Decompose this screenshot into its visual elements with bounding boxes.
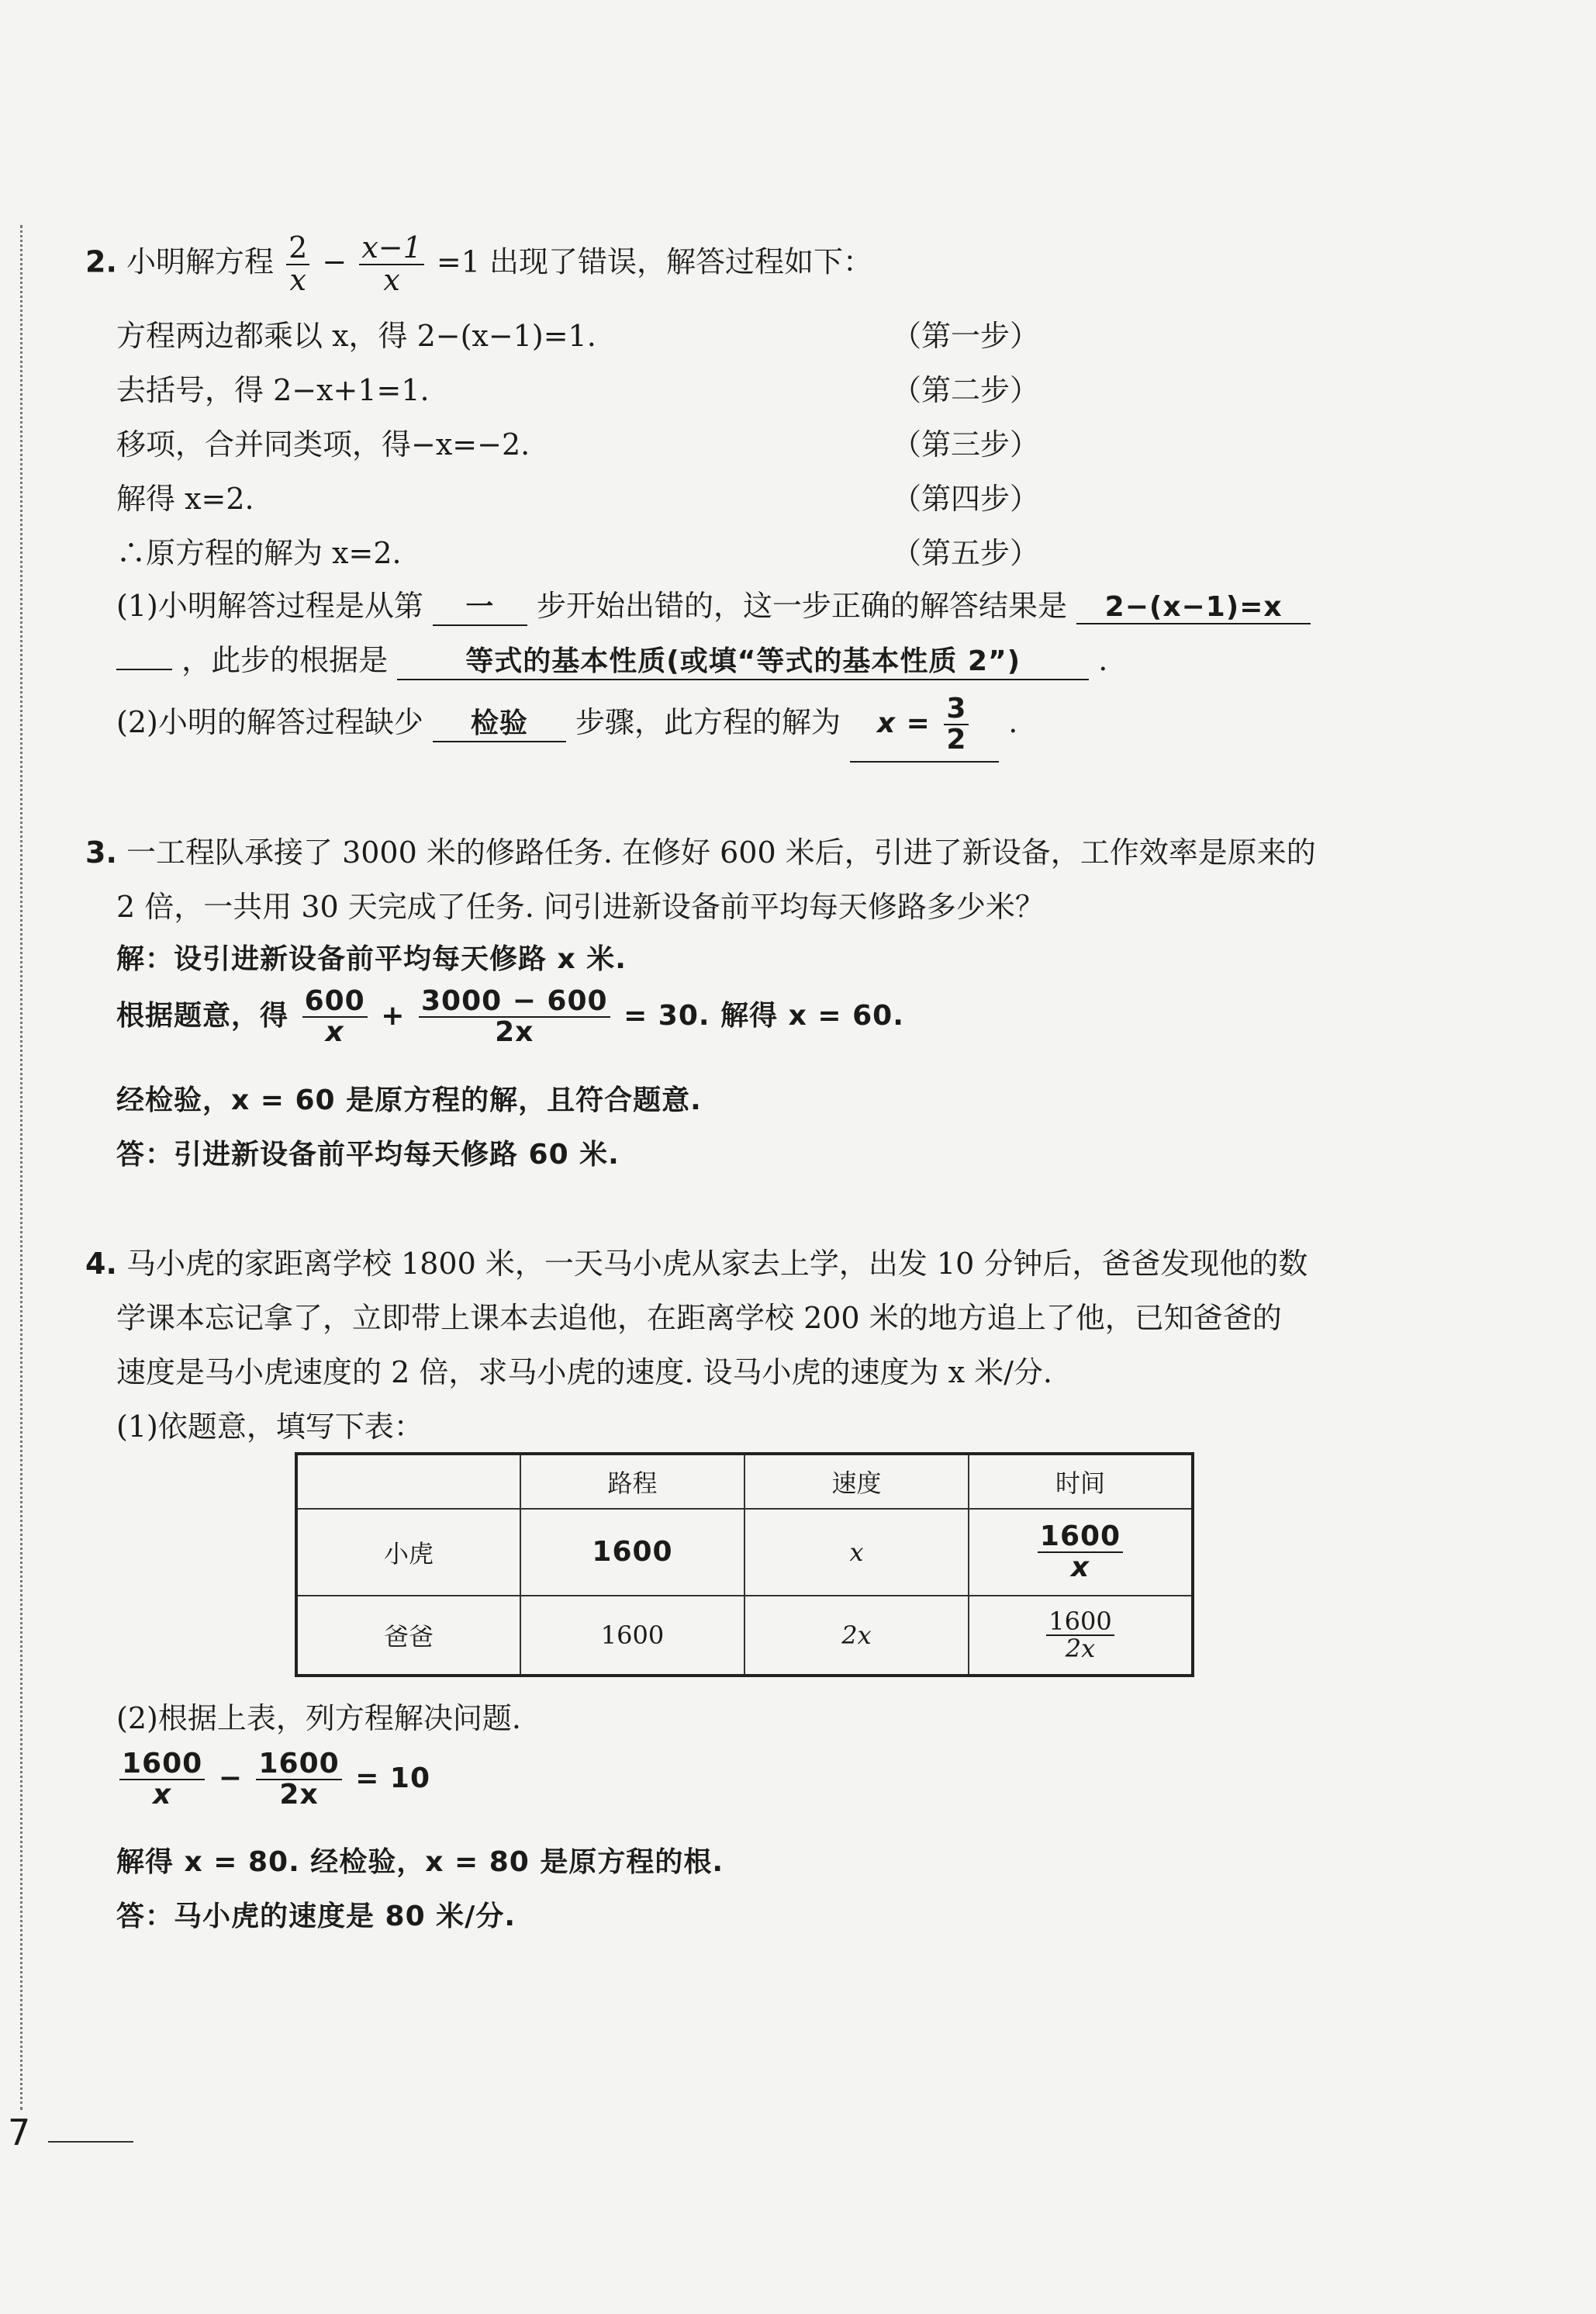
q2-step-text: 去括号，得 2−x+1=1. [116, 373, 430, 407]
q2-step-text: ∴原方程的解为 x=2. [116, 536, 402, 570]
table-cell-label: 小虎 [296, 1509, 520, 1596]
q2-p1-text-b: 步开始出错的，这一步正确的解答结果是 [537, 589, 1068, 623]
q2-step-row [116, 312, 1124, 355]
q3-sol2-fraction-1 [302, 987, 368, 1047]
q4-eq-f1-denominator: x [152, 1778, 172, 1811]
q4-part2 [116, 1694, 521, 1737]
q3-sol2-prefix: 根据题意，得 [116, 999, 289, 1032]
table-header-row [296, 1454, 1193, 1509]
time-denominator: x [1070, 1551, 1090, 1583]
q2-step-row [116, 529, 1124, 572]
q3-f1-numerator: 600 [302, 987, 368, 1018]
q4-equation [116, 1749, 430, 1810]
q3-f2-denominator: 2x [495, 1015, 534, 1048]
q4-text-2: 学课本忘记拿了，立即带上课本去追他，在距离学校 200 米的地方追上了他，已知爸爸的 [116, 1301, 1282, 1335]
q3-text-2: 2 倍，一共用 30 天完成了任务. 问引进新设备前平均每天修路多少米？ [116, 890, 1045, 924]
q4-text-1: 马小虎的家距离学校 1800 米，一天马小虎从家去上学，出发 10 分钟后，爸爸发现他的数 [126, 1247, 1308, 1281]
q2-p2-ans-numerator: 3 [944, 694, 969, 725]
q2-p1-continuation-blank [116, 669, 172, 670]
table-row [296, 1509, 1193, 1596]
q2-p1-answer-basis: 等式的基本性质(或填“等式的基本性质 2”) [397, 639, 1089, 680]
q2-stem-prefix: 小明解方程 [126, 244, 274, 279]
table-time-fraction [1046, 1606, 1114, 1664]
q3-sol-line-1: 解：设引进新设备前平均每天修路 x 米. [116, 943, 627, 975]
q2-stem-minus: − [322, 244, 347, 279]
page-number-rule [48, 2141, 133, 2143]
q2-p1-text-c: ，此步的根据是 [181, 643, 389, 677]
time-numerator: 1600 [1046, 1609, 1114, 1637]
q2-step-tag: （第五步） [892, 536, 1040, 570]
table-cell-distance: 1600 [520, 1596, 744, 1676]
q2-p2-ans-prefix: x = [876, 707, 931, 739]
q3-text-1: 一工程队承接了 3000 米的修路任务. 在修好 600 米后，引进了新设备，工作效率是原来的 [126, 835, 1316, 870]
q2-step-tag: （第四步） [892, 482, 1040, 516]
q3-sol-line-4: 答：引进新设备前平均每天修路 60 米. [116, 1139, 620, 1171]
q2-step-row [116, 366, 1124, 409]
q4-line1 [85, 1240, 1308, 1282]
q2-frac2-numerator: x−1 [359, 233, 423, 265]
q2-stem-suffix: =1 出现了错误，解答过程如下： [436, 244, 872, 279]
q4-line2 [116, 1294, 1282, 1337]
q2-p1-answer-step: 一 [433, 585, 527, 626]
q2-step-row [116, 420, 1124, 463]
q3-solution-3 [116, 1078, 702, 1118]
q2-stem [85, 230, 872, 297]
q3-number: 3. [85, 835, 117, 870]
q2-step-tag: （第二步） [892, 373, 1040, 407]
q2-step-text: 方程两边都乘以 x，得 2−(x−1)=1. [116, 319, 596, 353]
q2-step-tag: （第三步） [892, 427, 1040, 462]
q3-solution-1 [116, 937, 627, 977]
q4-eq-f2-numerator: 1600 [256, 1749, 341, 1780]
q3-solution-4 [116, 1133, 620, 1172]
page-number: 7 [8, 2112, 31, 2153]
q2-step-text: 解得 x=2. [116, 482, 254, 516]
q2-part1-line2 [116, 636, 1107, 680]
q3-sol2-fraction-2 [419, 987, 610, 1047]
q3-sol2-suffix: = 30. 解得 x = 60. [624, 999, 904, 1032]
q3-sol2-plus: + [381, 999, 406, 1032]
q4-eq-suffix: = 10 [355, 1762, 431, 1794]
q4-solution-2 [116, 1894, 516, 1934]
time-denominator: 2x [1065, 1634, 1096, 1664]
q4-eq-minus: − [218, 1762, 243, 1794]
q4-p2-text: (2)根据上表，列方程解决问题. [116, 1701, 521, 1735]
table-cell-distance: 1600 [520, 1509, 744, 1596]
q3-line2 [116, 883, 1045, 925]
q4-part1 [116, 1403, 423, 1445]
q2-stem-fraction-2 [359, 230, 423, 297]
q3-f1-denominator: x [325, 1015, 344, 1048]
q4-number: 4. [85, 1247, 117, 1281]
q2-p2-answer-missing-step: 检验 [433, 701, 566, 742]
q2-frac1-denominator: x [289, 262, 306, 297]
table-header-cell: 时间 [969, 1454, 1193, 1509]
q2-step-text: 移项，合并同类项，得−x=−2. [116, 427, 530, 462]
q2-p2-text-a: (2)小明的解答过程缺少 [116, 704, 423, 739]
q2-frac2-denominator: x [383, 262, 400, 297]
q2-frac1-numerator: 2 [286, 233, 309, 265]
table-cell-speed: x [744, 1509, 969, 1596]
q3-f2-numerator: 3000 − 600 [419, 987, 610, 1018]
q2-number: 2. [85, 244, 117, 279]
table-cell-time [969, 1596, 1193, 1676]
q4-eq-fraction-1 [119, 1749, 205, 1810]
q2-stem-fraction-1 [286, 230, 309, 297]
q2-p1-answer-result: 2−(x−1)=x [1076, 591, 1311, 624]
table-cell-label: 爸爸 [296, 1596, 520, 1676]
q2-p2-end: . [1008, 704, 1018, 739]
table-header-cell: 路程 [520, 1454, 744, 1509]
q2-part1-line1 [116, 582, 1311, 626]
q4-eq-fraction-2 [256, 1749, 341, 1810]
q4-eq-f2-denominator: 2x [279, 1778, 319, 1811]
table-cell-speed: 2x [744, 1596, 969, 1676]
time-numerator: 1600 [1038, 1522, 1123, 1553]
margin-dotted-line [20, 225, 22, 2110]
table-time-fraction [1038, 1522, 1123, 1582]
q4-p1-text: (1)依题意，填写下表： [116, 1409, 423, 1444]
table-row [296, 1596, 1193, 1676]
q2-p2-ans-fraction [944, 694, 969, 755]
q4-eq-f1-numerator: 1600 [119, 1749, 205, 1780]
q4-sol-line-2: 答：马小虎的速度是 80 米/分. [116, 1901, 516, 1932]
q2-step-row [116, 475, 1124, 517]
q2-p2-text-b: 步骤，此方程的解为 [575, 704, 841, 739]
q2-step-tag: （第一步） [892, 319, 1040, 353]
q2-p2-answer-solution [850, 694, 999, 763]
q4-text-3: 速度是马小虎速度的 2 倍，求马小虎的速度. 设马小虎的速度为 x 米/分. [116, 1355, 1052, 1389]
q4-sol-line-1: 解得 x = 80. 经检验，x = 80 是原方程的根. [116, 1846, 724, 1878]
q3-sol-line-3: 经检验，x = 60 是原方程的解，且符合题意. [116, 1084, 702, 1116]
q4-solution-1 [116, 1840, 724, 1880]
q2-p1-end: . [1098, 643, 1108, 677]
q3-solution-2 [116, 987, 904, 1047]
q2-p2-ans-denominator: 2 [946, 723, 967, 756]
table-cell-time [969, 1509, 1193, 1596]
table-header-cell [296, 1454, 520, 1509]
q2-part2 [116, 694, 1017, 763]
q2-p1-text-a: (1)小明解答过程是从第 [116, 589, 423, 623]
q3-line1 [85, 828, 1316, 871]
table-header-cell: 速度 [744, 1454, 969, 1509]
q4-data-table [295, 1452, 1194, 1677]
q4-line3 [116, 1348, 1052, 1391]
